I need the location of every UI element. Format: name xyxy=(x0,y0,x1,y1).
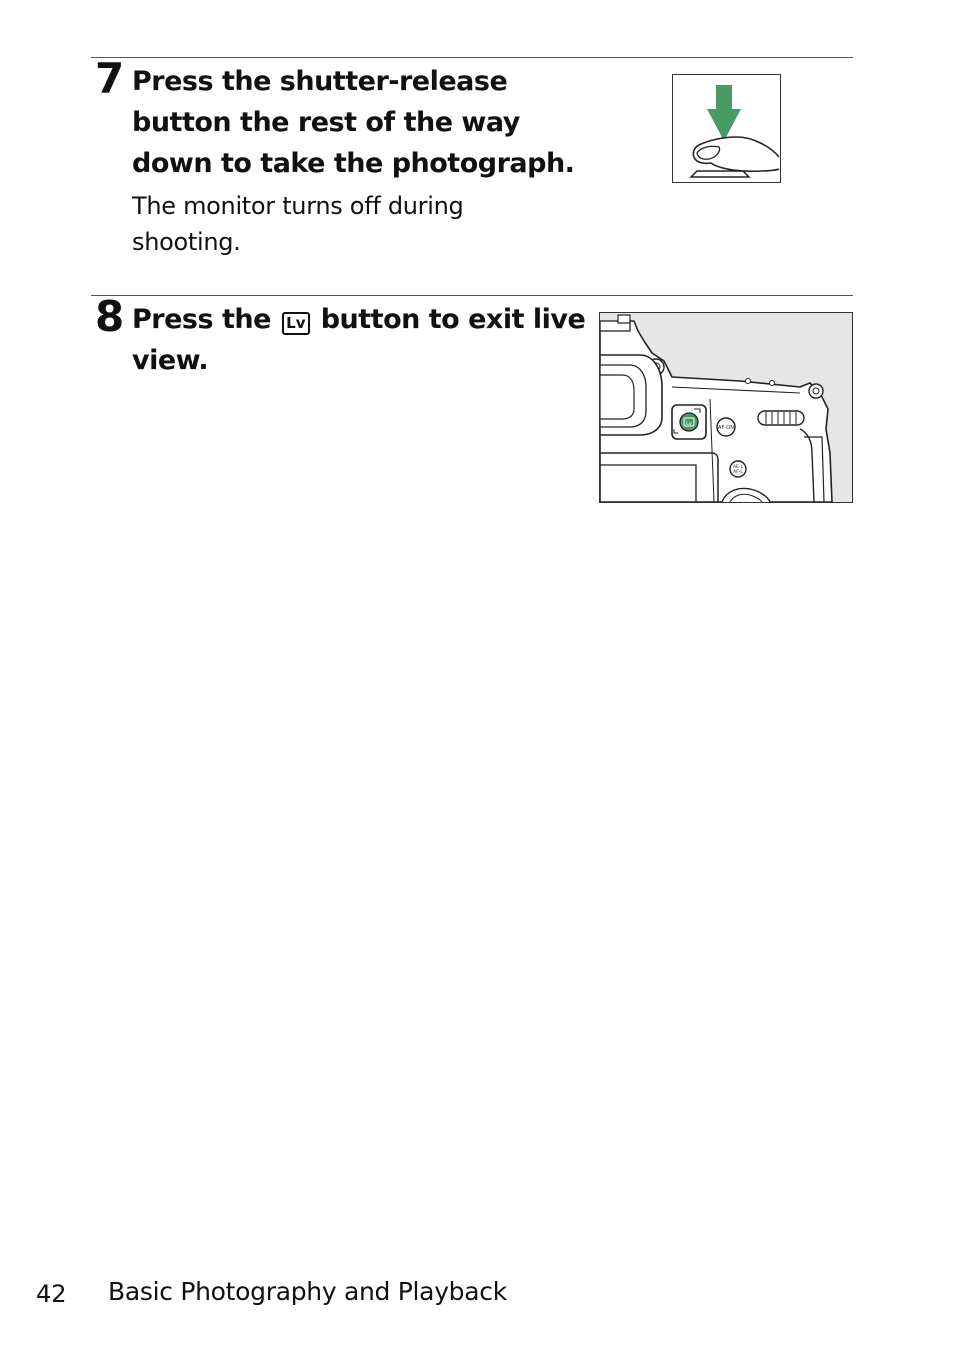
step-8-title-line-1 xyxy=(132,299,585,340)
step-7-body xyxy=(132,188,463,260)
step-8-title xyxy=(132,299,585,381)
lv-label: Lv xyxy=(686,421,692,427)
step-8-title-before: Press the xyxy=(132,304,271,335)
step-8-top-rule xyxy=(91,295,853,296)
svg-text:AE-L: AE-L xyxy=(732,465,744,470)
step-7-title-line-1: Press the shutter-release xyxy=(132,66,508,97)
live-view-button-icon: Lv xyxy=(282,312,310,335)
page-number: 42 xyxy=(36,1280,67,1308)
step-7-top-rule xyxy=(91,57,853,58)
finger-press-icon xyxy=(673,75,780,182)
step-7-number: 7 xyxy=(95,54,124,103)
step-7-title-line-2: button the rest of the way xyxy=(132,107,520,138)
step-7-body-line-1: The monitor turns off during xyxy=(132,192,464,220)
camera-back-icon xyxy=(600,313,852,502)
step-7-body-line-2: shooting. xyxy=(132,228,241,256)
shutter-press-illustration xyxy=(672,74,781,183)
svg-text:AF-L: AF-L xyxy=(733,470,743,475)
step-7-title-line-3: down to take the photograph. xyxy=(132,148,575,179)
step-7-title xyxy=(132,61,574,184)
section-title: Basic Photography and Playback xyxy=(108,1277,507,1306)
step-8-title-line-2: view. xyxy=(132,345,209,376)
step-8-title-after: button to exit live xyxy=(320,304,586,335)
step-8-number: 8 xyxy=(95,292,124,341)
camera-back-illustration xyxy=(599,312,853,503)
af-on-label: AF-ON xyxy=(718,425,734,431)
